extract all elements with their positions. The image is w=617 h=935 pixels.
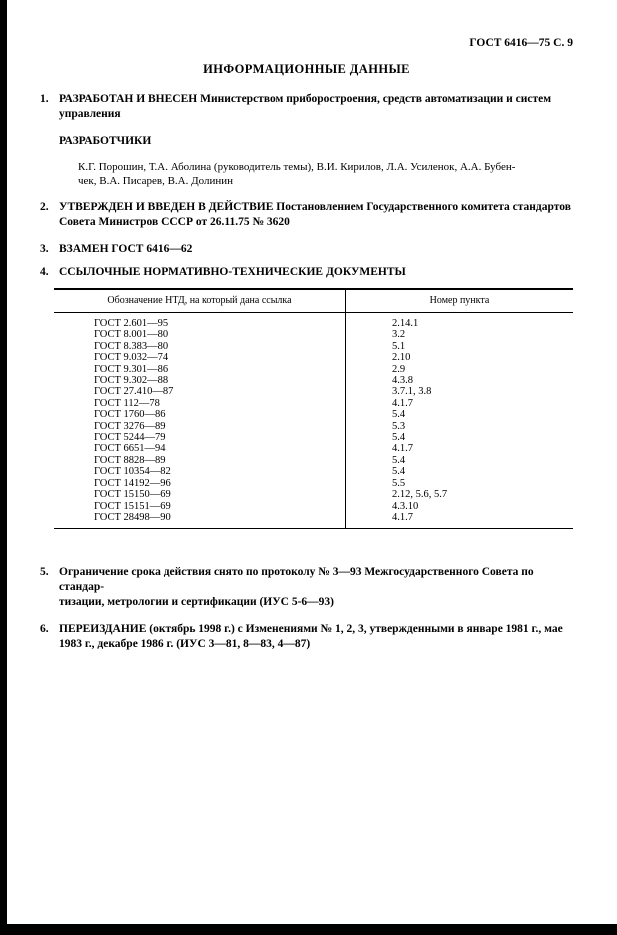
item-4 xyxy=(40,265,573,280)
ntd-designation: ГОСТ 27.410—87 xyxy=(54,386,346,397)
clause-number: 5.1 xyxy=(392,340,406,352)
ntd-designation: ГОСТ 15150—69 xyxy=(54,489,346,500)
ntd-designation: ГОСТ 28498—90 xyxy=(54,512,346,529)
item-text xyxy=(59,622,573,652)
text-line: К.Г. Порошин, Т.А. Аболина (руководитель темы), В.И. Кирилов, Л.А. Усиленок, А.А. Бубен- xyxy=(78,161,516,173)
text-line: Совета Министров СССР от 26.11.75 № 3620 xyxy=(59,216,290,228)
text-line: ПЕРЕИЗДАНИЕ (октябрь 1998 г.) с Изменениями № 1, 2, 3, утвержденными в январе 1981 г., мае xyxy=(59,623,563,636)
table-row xyxy=(54,489,573,500)
clause-number: 2.9 xyxy=(392,363,406,375)
clause-number: 5.4 xyxy=(392,454,406,466)
table-row xyxy=(54,443,573,454)
ntd-designation: ГОСТ 9.032—74 xyxy=(54,352,346,363)
column-header-clause: Номер пункта xyxy=(346,289,574,313)
references-table xyxy=(54,288,573,529)
clause-number: 5.3 xyxy=(392,420,406,432)
table-row xyxy=(54,329,573,340)
text-line: чек, В.А. Писарев, В.А. Долинин xyxy=(78,175,234,187)
page-title: ИНФОРМАЦИОННЫЕ ДАННЫЕ xyxy=(203,62,410,76)
table-row xyxy=(54,455,573,466)
item-6 xyxy=(40,622,573,652)
doc-reference: ГОСТ 6416—75 С. 9 xyxy=(469,37,573,49)
text-line: РАЗРАБОТАН И ВНЕСЕН Министерством приборостроения, средств автоматизации и систем xyxy=(59,93,552,105)
clause-number: 2.12, 5.6, 5.7 xyxy=(392,489,448,501)
text-line: УТВЕРЖДЕН И ВВЕДЕН В ДЕЙСТВИЕ Постановлением Государственного комитета стандартов xyxy=(59,201,571,213)
ntd-designation: ГОСТ 8828—89 xyxy=(54,455,346,466)
table-row xyxy=(54,466,573,477)
clause-number: 2.14.1 xyxy=(392,318,419,329)
table-row xyxy=(54,512,573,529)
clause-number: 3.7.1, 3.8 xyxy=(392,386,432,398)
clause-number: 5.4 xyxy=(392,466,406,478)
item-number: 2. xyxy=(40,201,49,213)
item-number: 3. xyxy=(40,243,49,255)
text-line: Ограничение срока действия снято по протоколу № 3—93 Межгосударственного Совета по стандар- xyxy=(59,566,534,594)
column-header-designation: Обозначение НТД, на который дана ссылка xyxy=(54,289,346,313)
item-text xyxy=(59,242,573,257)
page-content xyxy=(40,36,573,652)
ntd-designation: ГОСТ 10354—82 xyxy=(54,466,346,477)
clause-number: 4.1.7 xyxy=(392,443,413,455)
item-text xyxy=(59,200,573,230)
clause-number: 4.3.10 xyxy=(392,500,419,512)
table-header-row xyxy=(54,289,573,313)
ntd-designation: ГОСТ 9.301—86 xyxy=(54,364,346,375)
table-row xyxy=(54,386,573,397)
ntd-designation: ГОСТ 1760—86 xyxy=(54,409,346,420)
text-line: управления xyxy=(59,108,121,120)
item-1 xyxy=(40,92,573,122)
ntd-designation: ГОСТ 9.302—88 xyxy=(54,375,346,386)
text-line: тизации, метрологии и сертификации (ИУС 5-6—93) xyxy=(59,596,335,609)
developers-names xyxy=(78,160,573,188)
table-row xyxy=(54,398,573,409)
ntd-designation: ГОСТ 14192—96 xyxy=(54,478,346,489)
item-text xyxy=(59,265,573,280)
clause-number: 2.10 xyxy=(392,352,411,364)
ntd-designation: ГОСТ 2.601—95 xyxy=(54,313,346,330)
clause-number: 4.1.7 xyxy=(392,511,413,523)
table-row xyxy=(54,421,573,432)
text-line: ВЗАМЕН ГОСТ 6416—62 xyxy=(59,243,193,255)
scan-edge-bottom xyxy=(0,924,617,935)
ntd-designation: ГОСТ 3276—89 xyxy=(54,421,346,432)
ntd-designation: ГОСТ 5244—79 xyxy=(54,432,346,443)
table-row xyxy=(54,341,573,352)
item-number: 1. xyxy=(40,93,49,105)
item-text xyxy=(59,92,573,122)
table-row xyxy=(54,352,573,363)
table-row xyxy=(54,501,573,512)
item-number: 5. xyxy=(40,566,49,579)
clause-number: 3.2 xyxy=(392,329,406,341)
clause-number: 4.3.8 xyxy=(392,375,413,387)
ntd-designation: ГОСТ 6651—94 xyxy=(54,443,346,454)
table-row xyxy=(54,409,573,420)
table-row xyxy=(54,313,573,330)
scan-edge-left xyxy=(0,0,7,935)
item-2 xyxy=(40,200,573,230)
ntd-designation: ГОСТ 15151—69 xyxy=(54,501,346,512)
text-line: 1983 г., декабре 1986 г. (ИУС 3—81, 8—83, 4—87) xyxy=(59,638,311,651)
ntd-designation: ГОСТ 8.383—80 xyxy=(54,341,346,352)
clause-number: 5.4 xyxy=(392,409,406,421)
item-5 xyxy=(40,565,573,610)
text-line: ССЫЛОЧНЫЕ НОРМАТИВНО-ТЕХНИЧЕСКИЕ ДОКУМЕНТЫ xyxy=(59,266,406,278)
item-number: 4. xyxy=(40,266,49,278)
developers-heading: РАЗРАБОТЧИКИ xyxy=(59,135,152,147)
item-text xyxy=(59,565,573,610)
table-row xyxy=(54,432,573,443)
item-number: 6. xyxy=(40,623,49,636)
table-row xyxy=(54,375,573,386)
item-3 xyxy=(40,242,573,257)
ntd-designation: ГОСТ 112—78 xyxy=(54,398,346,409)
clause-number: 5.4 xyxy=(392,432,406,444)
ntd-designation: ГОСТ 8.001—80 xyxy=(54,329,346,340)
clause-number: 5.5 xyxy=(392,477,406,489)
table-row xyxy=(54,364,573,375)
table-body xyxy=(54,313,573,529)
table-row xyxy=(54,478,573,489)
clause-number: 4.1.7 xyxy=(392,397,413,409)
